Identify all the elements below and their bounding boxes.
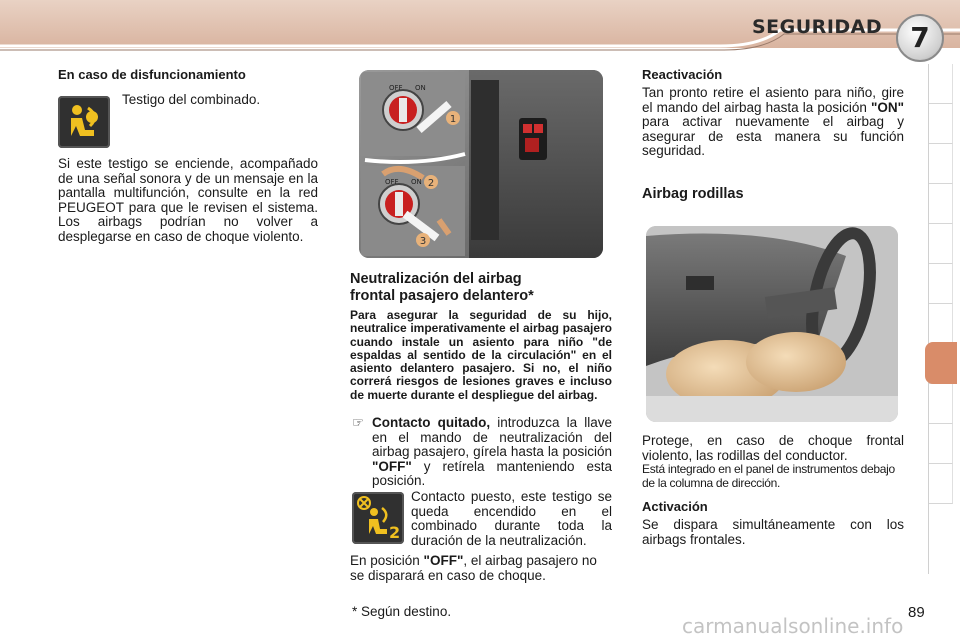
photo-step-1-label: 1 [449, 114, 457, 125]
neutralization-heading-line2: frontal pasajero delantero* [350, 288, 534, 304]
reactivation-part-2: para activar nuevamente el airbag y asegurar de esta manera su función seguridad. [642, 114, 904, 158]
reactivation-heading-text: Reactivación [642, 67, 723, 82]
photo-on-label-top: ON [415, 84, 426, 92]
reactivation-on-value: "ON" [870, 99, 904, 115]
airbag-switch-photo [359, 70, 603, 258]
knee-airbag-heading: Airbag rodillas [642, 186, 744, 202]
knee-airbag-photo [646, 226, 898, 422]
side-tab[interactable] [929, 264, 953, 304]
malfunction-paragraph: Si este testigo se enciende, acompañado de una señal sonora y de un mensaje en la pantalla multifunción, consulte en la red PEUGEOT para que le revisen el sistema. Los airbags podrían no volver a desplegarse en caso de choque violento. [58, 156, 318, 244]
side-tab[interactable] [929, 64, 953, 104]
activation-heading [642, 500, 708, 515]
airbag-off-lamp-icon [352, 492, 404, 544]
instruction-off-value: "OFF" [372, 458, 412, 474]
side-tab[interactable] [929, 304, 953, 344]
side-tab[interactable] [929, 104, 953, 144]
off-position-suffix: , el airbag pasajero no se disparará en caso de choque. [350, 553, 597, 583]
airbag-warning-lamp-icon [58, 96, 110, 148]
side-tab[interactable] [929, 144, 953, 184]
side-tab[interactable] [929, 464, 953, 504]
side-tab-active-chapter[interactable] [925, 342, 957, 384]
watermark: carmanualsonline.info [682, 614, 904, 638]
neutralization-heading-line1: Neutralización del airbag [350, 271, 522, 287]
reactivation-heading [642, 68, 722, 83]
svg-text:2: 2 [389, 523, 401, 542]
instruction-part-1: introduzca la llave en el mando de neutralización del airbag pasajero, gírela hasta la posición [372, 415, 612, 459]
neutralization-heading [350, 271, 610, 305]
off-position-note [350, 554, 612, 583]
side-tab[interactable] [929, 384, 953, 424]
bullet-hand-icon: ☞ [352, 415, 365, 430]
footnote: * Según destino. [352, 604, 452, 619]
malfunction-heading [58, 68, 246, 83]
photo-off-label-bottom: OFF [385, 178, 399, 186]
knee-airbag-location: Está integrado en el panel de instrumentos debajo de la columna de dirección. [642, 462, 895, 490]
instruction-part-2: y retírela manteniendo esta posición. [372, 458, 612, 488]
photo-off-label-top: OFF [389, 84, 403, 92]
malfunction-heading-text: En caso de disfuncionamiento [58, 67, 246, 82]
knee-airbag-description: Protege, en caso de choque frontal violento, las rodillas del conductor. [642, 433, 904, 463]
reactivation-paragraph [642, 86, 904, 159]
chapter-number-badge: 7 [896, 14, 944, 62]
ignition-off-label: Contacto quitado, [372, 415, 491, 430]
off-position-value: "OFF" [423, 553, 464, 568]
photo-step-3-label: 3 [419, 236, 427, 247]
page-number: 89 [908, 604, 925, 621]
activation-heading-text: Activación [642, 499, 708, 514]
child-safety-warning: Para asegurar la seguridad de su hijo, neutralice imperativamente el airbag pasajero cuando instale un asiento para niño "de espaldas al sentido de la circulación" en el asiento delantero pasajero. Si no, el niño correrá riesgos de lesiones graves e incluso de muerte durante el despliegue del airbag. [350, 308, 612, 402]
reactivation-part-1: Tan pronto retire el asiento para niño, gire el mando del airbag hasta la posición [642, 85, 904, 115]
chapter-title: SEGURIDAD [752, 16, 883, 38]
side-tab[interactable] [929, 224, 953, 264]
off-lamp-explanation: Contacto puesto, este testigo se queda encendido en el combinado durante toda la duración de la neutralización. [411, 489, 612, 548]
side-tabs [928, 64, 953, 574]
photo-step-2-label: 2 [427, 178, 435, 189]
side-tab[interactable] [929, 184, 953, 224]
activation-paragraph: Se dispara simultáneamente con los airbags frontales. [642, 517, 904, 547]
photo-on-label-bottom: ON [411, 178, 422, 186]
off-position-prefix: En posición [350, 553, 424, 568]
lamp-caption: Testigo del combinado. [122, 92, 261, 107]
neutralization-instruction [372, 416, 612, 489]
side-tab[interactable] [929, 424, 953, 464]
